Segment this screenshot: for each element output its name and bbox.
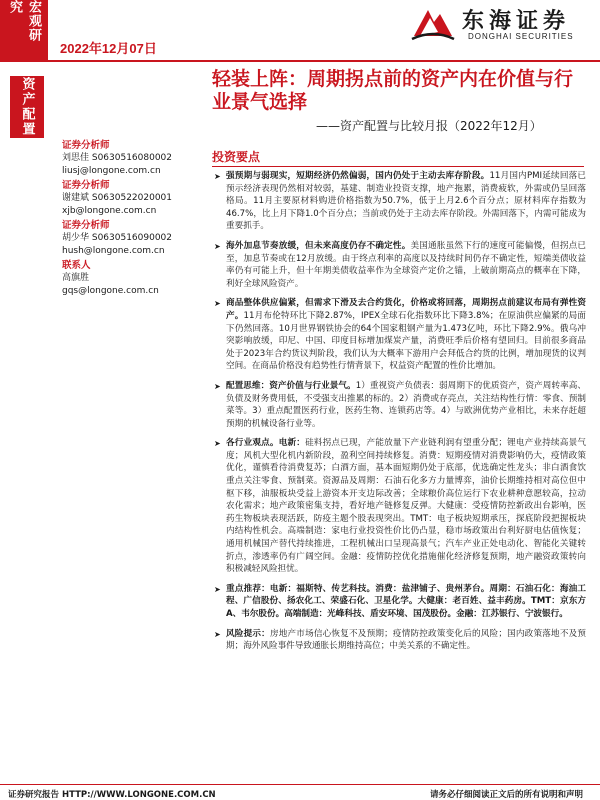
contact-role: 联系人 xyxy=(62,260,91,271)
contact-block xyxy=(62,219,202,258)
contact-email[interactable]: liusj@longone.com.cn xyxy=(62,166,161,176)
point-lead: 风险提示： xyxy=(226,628,270,639)
bullet-icon: ➤ xyxy=(214,172,221,181)
logo-mark-icon xyxy=(410,4,456,44)
footer-website[interactable]: 证券研究报告 HTTP://WWW.LONGONE.COM.CN xyxy=(8,790,216,800)
report-date: 2022年12月07日 xyxy=(60,41,157,56)
point-body: 1）重视资产负债表：弱周期下的优质资产，资产周转率高、负债及财务费用低，不受强支出推累的标的。2）消费或存亮点，关注结构性行情：零食、预制菜等。3）重点配置医药行业，医药生物、连锁药店等。4）与欧洲优势产业相比，未来存赶超预期的机械设备行业等。 xyxy=(226,380,586,429)
bullet-icon: ➤ xyxy=(214,299,221,309)
section-divider xyxy=(212,166,584,167)
bullet-icon: ➤ xyxy=(214,381,221,391)
contact-email[interactable]: xjb@longone.com.cn xyxy=(62,206,157,216)
key-points-list xyxy=(214,170,586,660)
list-item xyxy=(214,240,586,290)
logo-text-en: DONGHAI SECURITIES xyxy=(468,32,574,41)
point-lead: 配置思维：资产价值与行业景气。 xyxy=(226,380,356,391)
bullet-icon: ➤ xyxy=(214,584,221,594)
list-item xyxy=(214,380,586,430)
contact-email[interactable]: gqs@longone.com.cn xyxy=(62,286,159,296)
section-heading: 投资要点 xyxy=(212,150,261,164)
point-body: 硅料拐点已现，产能放量下产业链利润有望重分配；锂电产业持续高景气度；风机大型化机内新阶段，盈利空间持续修复。消费：短期疫情对消费影响仍大，疫情政策优化，谨慎看待消费复苏；白酒方面，基本面短期仍处于底部，优选确定性龙头；非白酒食饮重点关注零食、预制菜。资源品及周期：石油石化多方力量博弈，油价长期维持相对高位但中枢下移，油服板块受益上游资本开支边际改善；全球粮价高位运行下农业耕种意愿较高，拉动农化需求；地产政策密集支持，看好地产链修复反弹。大健康：受疫情防控新政出台影响，医药生物板块表现活跃，防疫主题个股表现突出。TMT：电子板块短期承压，探底阶段把握板块内结构性机会。高端制造：家电行业投资性价比仍凸显，稳市场政策出台利好厨电估值恢复；通用机械国产替代持续推进，工程机械出口呈现高景气；汽车产业正处电动化、智能化关键转折点，渗透率仍有广阔空间。金融：疫情防控优化措施催化经济修复预期，地产融资政策转向积极减轻风险担忧。 xyxy=(226,438,586,575)
contact-block xyxy=(62,139,202,178)
list-item xyxy=(214,437,586,576)
point-lead: 强预期与弱现实，短期经济仍然偏弱，国内仍处于主动去库存阶段。 xyxy=(226,171,490,181)
bullet-icon: ➤ xyxy=(214,241,221,251)
contact-role: 证券分析师 xyxy=(62,180,110,191)
contact-name: 高旗胜 xyxy=(62,273,90,283)
report-title: 轻装上阵：周期拐点前的资产内在价值与行业景气选择 xyxy=(212,68,574,113)
footer-disclaimer: 请务必仔细阅读正文后的所有说明和声明 xyxy=(430,790,584,800)
list-item xyxy=(214,583,586,621)
point-lead: 海外加息节奏放缓，但未来高度仍存不确定性。 xyxy=(226,240,411,251)
contact-name: 谢建斌 S0630522020001 xyxy=(62,193,173,203)
contact-role: 证券分析师 xyxy=(62,140,110,151)
report-type-tab: 宏观研究 xyxy=(0,0,48,60)
logo-text-cn: 东海证券 xyxy=(462,9,571,34)
point-body: 房地产市场信心恢复不及预期；疫情防控政策变化后的风险；国内政策落地不及预期；海外风险事件导致通胀长期维持高位；中美关系的不确定性。 xyxy=(226,628,586,652)
point-body: 11月国内PMI延续回落已预示经济表现仍然相对较弱，基建、制造业投资支撑，地产拖累，消费疲软，外需或仍呈回落格局。11月主要原材料购进价格指数为50.7%，低于上月2.6个百分点；原材料库存指数为46.7%，比上月下降1.0个百分点；当前或仍处于主动去库存阶段。外需回落下，内需可能成为重要抓手。 xyxy=(226,171,586,232)
contact-name: 刘思佳 S0630516080002 xyxy=(62,153,173,163)
company-logo xyxy=(408,2,598,48)
contact-name: 胡少华 S0630516090002 xyxy=(62,233,173,243)
list-item xyxy=(214,170,586,233)
contact-block xyxy=(62,179,202,218)
list-item xyxy=(214,628,586,653)
point-lead: 重点推荐：电新：福斯特、传艺科技。消费：盐津铺子、贵州茅台。周期：石油石化：海油工程、广信股份、扬农化工、荣盛石化、卫星化学。大健康：老百姓、益丰药房。TMT：京东方A、韦尔股份。高端制造：光峰科技、盾安环境、国茂股份。金融：江苏银行、宁波银行。 xyxy=(226,583,586,619)
contact-block xyxy=(62,259,202,298)
analyst-contacts xyxy=(62,138,202,298)
point-lead: 商品整体供应偏紧，但需求下滑及去合约货化，价格或将回落，周期拐点前建议布局有弹性资产。 xyxy=(226,298,586,321)
bullet-icon: ➤ xyxy=(214,629,221,639)
point-lead: 各行业观点。电新： xyxy=(226,438,306,449)
category-tag: 资产配置 xyxy=(10,76,44,138)
point-body: 11月布伦特环比下降2.87%，IPEX全球石化指数环比下降3.8%；在原油供应偏紧的局面下仍然回落。10月世界钢铁协会的64个国家粗钢产量为1.473亿吨，环比下降2.9%。俄乌冲突影响放缓，印尼、中国、印度目标增加煤炭产量，消费旺季后价格有望回归。目前很多商品处于2023年合约货议判阶段，我们认为大概率下游用户会拜低合约货的比例，增加现货的议判空间。在商品价格没有趋势性行情背景下，权益资产配置的性价比增加。 xyxy=(226,310,586,372)
bullet-icon: ➤ xyxy=(214,439,221,449)
footer-divider xyxy=(0,784,600,785)
list-item xyxy=(214,297,586,373)
header-divider xyxy=(0,60,600,62)
contact-role: 证券分析师 xyxy=(62,220,110,231)
point-body: 美国通胀虽然下行的速度可能偏慢，但拐点已至，加息节奏或在12月放缓。由于终点利率的高度以及持续时间仍存不确定性，短端美债收益率仍有可能上升，但十年期美债收益率作为全球资产定价之锚，上破前期高点的概率在下降，利好全球风险资产。 xyxy=(226,240,586,289)
contact-email[interactable]: hush@longone.com.cn xyxy=(62,246,165,256)
report-subtitle: ——资产配置与比较月报（2022年12月） xyxy=(316,119,542,133)
